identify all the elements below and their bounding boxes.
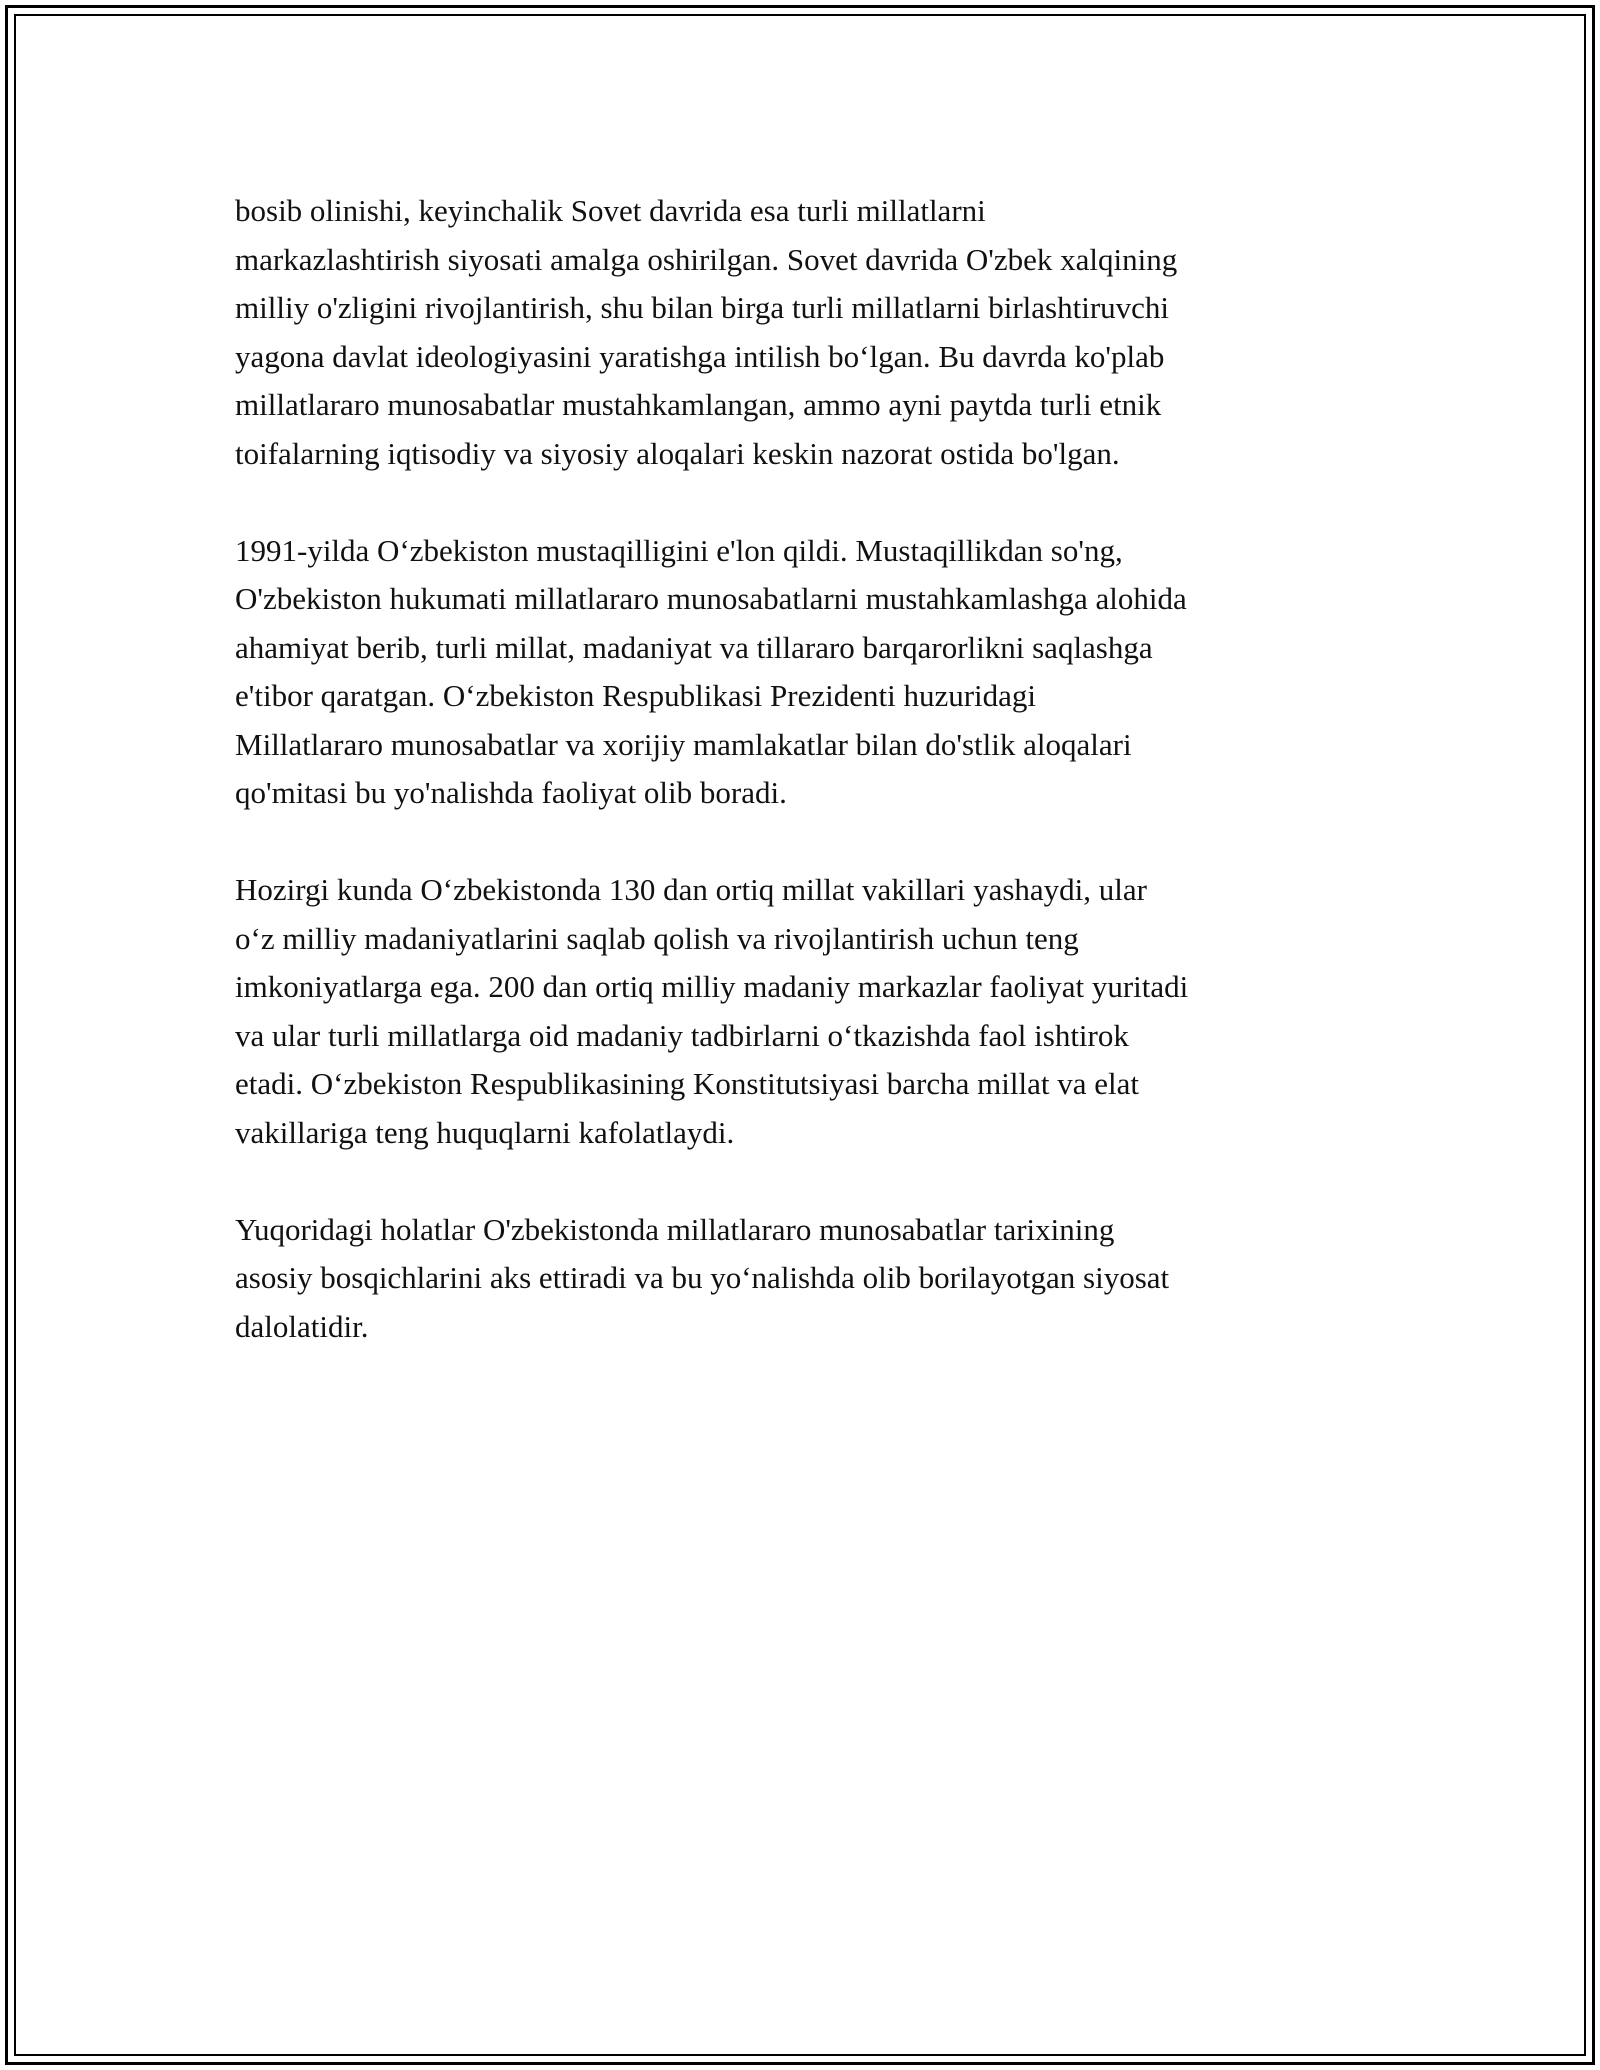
text-line: oʻz milliy madaniyatlarini saqlab qolish va rivojlantirish uchun teng: [235, 920, 1079, 956]
text-line: markazlashtirish siyosati amalga oshirilgan. Sovet davrida O'zbek xalqining: [235, 241, 1178, 277]
text-line: Hozirgi kunda Oʻzbekistonda 130 dan ortiq millat vakillari yashaydi, ular: [235, 872, 1147, 907]
text-line: imkoniyatlarga ega. 200 dan ortiq milliy madaniy markazlar faoliyat yuritadi: [235, 969, 1189, 1004]
paragraph-independence: [235, 527, 1375, 818]
text-line: yagona davlat ideologiyasini yaratishga intilish boʻlgan. Bu davrda ko'plab: [235, 338, 1165, 374]
paragraph-soviet-period: [235, 187, 1375, 478]
text-line: ahamiyat berib, turli millat, madaniyat va tillararo barqarorlikni saqlashga: [235, 629, 1153, 665]
text-line: va ular turli millatlarga oid madaniy tadbirlarni oʻtkazishda faol ishtirok: [235, 1017, 1129, 1053]
text-line: e'tibor qaratgan. Oʻzbekiston Respublikasi Prezidenti huzuridagi: [235, 678, 1037, 713]
paragraph-present-day: [235, 866, 1375, 1157]
text-line: millatlararo munosabatlar mustahkamlangan, ammo ayni paytda turli etnik: [235, 387, 1162, 422]
text-line: asosiy bosqichlarini aks ettiradi va bu yoʻnalishda olib borilayotgan siyosat: [235, 1260, 1170, 1295]
text-line: Yuqoridagi holatlar O'zbekistonda millatlararo munosabatlar tarixining: [235, 1211, 1115, 1247]
text-line: etadi. Oʻzbekiston Respublikasining Konstitutsiyasi barcha millat va elat: [235, 1066, 1139, 1101]
paragraph-conclusion: [235, 1206, 1375, 1352]
text-line: toifalarning iqtisodiy va siyosiy aloqalari keskin nazorat ostida bo'lgan.: [235, 435, 1120, 471]
text-line: milliy o'zligini rivojlantirish, shu bilan birga turli millatlarni birlashtiruvchi: [235, 290, 1170, 325]
text-line: dalolatidir.: [235, 1308, 369, 1344]
document-body: [235, 187, 1375, 1400]
text-line: bosib olinishi, keyinchalik Sovet davrida esa turli millatlarni: [235, 193, 986, 228]
text-line: qo'mitasi bu yo'nalishda faoliyat olib boradi.: [235, 775, 787, 810]
text-line: 1991-yilda Oʻzbekiston mustaqilligini e'lon qildi. Mustaqillikdan so'ng,: [235, 532, 1123, 568]
text-line: O'zbekiston hukumati millatlararo munosabatlarni mustahkamlashga alohida: [235, 581, 1187, 616]
text-line: Millatlararo munosabatlar va xorijiy mamlakatlar bilan do'stlik aloqalari: [235, 726, 1132, 762]
text-line: vakillariga teng huquqlarni kafolatlaydi.: [235, 1114, 735, 1150]
